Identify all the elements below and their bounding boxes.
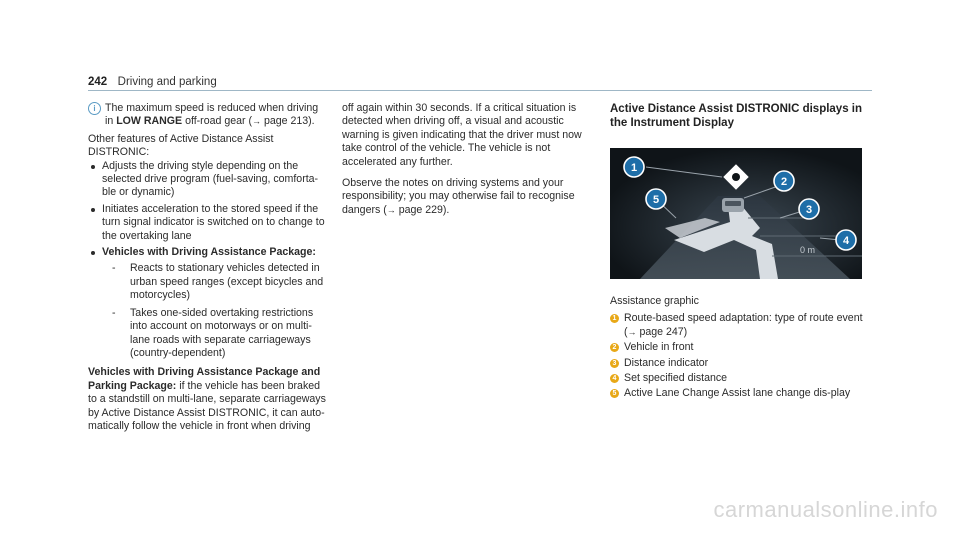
bullet-icon bbox=[91, 165, 95, 169]
page-ref-link[interactable]: page 229). bbox=[398, 203, 450, 216]
svg-text:5: 5 bbox=[652, 194, 660, 206]
bullet-icon bbox=[91, 251, 95, 255]
marker-2 bbox=[774, 171, 794, 191]
figure-legend bbox=[610, 312, 872, 400]
watermark: carmanualsonline.info bbox=[713, 497, 938, 522]
svg-text:3: 3 bbox=[805, 204, 813, 216]
list-item: Initiates acceleration to the stored speed if the turn signal indicator is switched on to change to the overtaking lane bbox=[88, 203, 328, 243]
arrow-icon: → bbox=[252, 116, 262, 127]
info-note: i The maximum speed is reduced when driving in LOW RANGE off-road gear (→ page 213). bbox=[88, 102, 328, 129]
sub-list bbox=[102, 262, 328, 360]
other-features-text: Other features of Active Distance Assist DISTRONIC: bbox=[88, 132, 274, 159]
feature-list bbox=[88, 160, 328, 361]
marker-3 bbox=[799, 199, 819, 219]
legend-item: 2 Vehicle in front bbox=[610, 341, 872, 354]
section-title: Driving and parking bbox=[117, 76, 217, 88]
column-1 bbox=[88, 102, 328, 433]
paragraph-2: Observe the notes on driving systems and your responsibility; you may otherwise fail to recognise dangers (→ page 229). bbox=[342, 177, 575, 216]
svg-text:4: 4 bbox=[842, 235, 850, 247]
page-ref-link[interactable]: page 213). bbox=[263, 115, 315, 128]
sub-list-item: - Takes one-sided overtaking restrictions into account on motorways or on multi-lane roads with separate carriageways (country-dependent) bbox=[112, 306, 314, 359]
package-paragraph: Vehicles with Driving Assistance Package and Parking Package: if the vehicle has been braked to a standstill on multi-lane, separate carriageways by Active Distance Assist DISTRONIC, it can auto-matically follow the vehicle in front when driving bbox=[88, 366, 326, 432]
number-badge-icon: 1 bbox=[610, 314, 619, 323]
arrow-icon: → bbox=[386, 204, 396, 215]
paragraph-1: off again within 30 seconds. If a critical situation is detected when driving off, a visual and acoustic warning is given indicating that the driver must now take control of the vehicle. The vehicle is not accelerated any further. bbox=[342, 102, 582, 168]
page-ref-link[interactable]: page 247) bbox=[639, 325, 688, 338]
legend-item: 1 Route-based speed adaptation: type of route event (→ page 247) bbox=[610, 312, 872, 339]
number-badge-icon: 4 bbox=[610, 374, 619, 383]
info-icon: i bbox=[88, 102, 101, 115]
number-badge-icon: 3 bbox=[610, 359, 619, 368]
legend-item: 4 Set specified distance bbox=[610, 372, 872, 385]
column-2 bbox=[342, 102, 590, 225]
svg-text:2: 2 bbox=[780, 176, 788, 188]
distance-label: 0 m bbox=[800, 245, 816, 255]
list-item: Vehicles with Driving Assistance Package: - Reacts to stationary vehicles detected in urban speed ranges (except bicycles and motorcycles) - Takes one-sided overtaking restrictions into account on motorways or on multi-lane roads with separate carriageways (country-dependent) bbox=[88, 246, 328, 360]
page-number: 242 bbox=[88, 76, 108, 88]
legend-item: 3 Distance indicator bbox=[610, 357, 872, 370]
marker-4 bbox=[836, 230, 856, 250]
number-badge-icon: 2 bbox=[610, 343, 619, 352]
marker-1 bbox=[624, 157, 644, 177]
figure-caption: Assistance graphic bbox=[610, 295, 699, 307]
assistance-graphic bbox=[610, 148, 862, 279]
section-heading: Active Distance Assist DISTRONIC displays in the Instrument Display bbox=[610, 103, 863, 129]
sub-list-item: - Reacts to stationary vehicles detected in urban speed ranges (except bicycles and motorcycles) bbox=[112, 262, 324, 302]
bullet-icon bbox=[91, 208, 95, 212]
number-badge-icon: 5 bbox=[610, 389, 619, 398]
column-3 bbox=[610, 102, 872, 403]
page-header bbox=[88, 72, 872, 91]
marker-5 bbox=[646, 189, 666, 209]
legend-item: 5 Active Lane Change Assist lane change dis-play bbox=[610, 387, 872, 400]
assistance-graphic-svg bbox=[610, 148, 862, 279]
list-item: Adjusts the driving style depending on the selected drive program (fuel-saving, comforta-ble or dynamic) bbox=[88, 160, 328, 200]
arrow-icon: → bbox=[627, 326, 637, 337]
svg-text:1: 1 bbox=[630, 162, 638, 174]
